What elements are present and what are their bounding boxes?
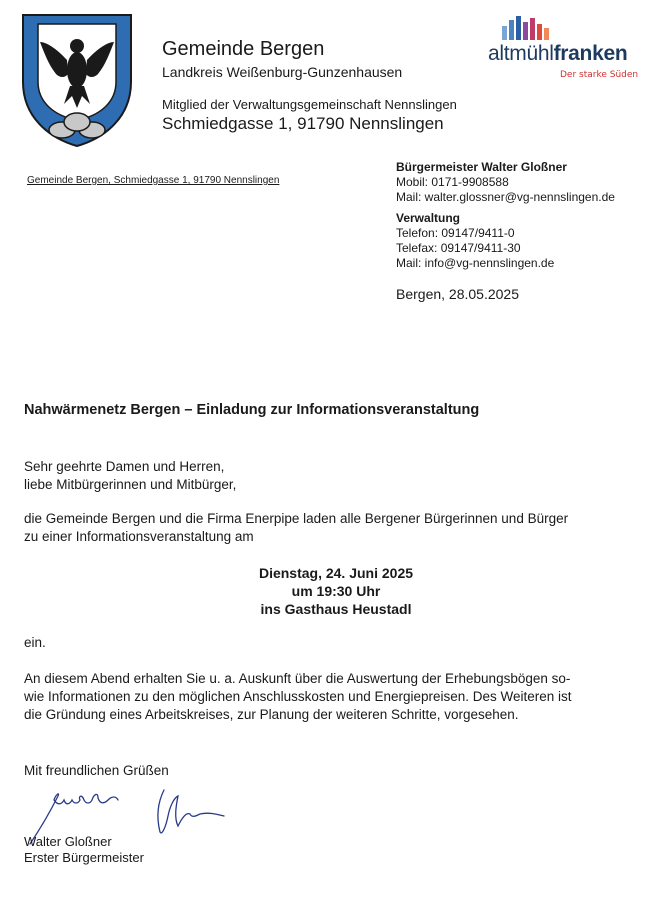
signer-name: Walter Gloßner bbox=[24, 834, 112, 849]
details-paragraph: An diesem Abend erhalten Sie u. a. Auskunft über die Auswertung der Erhebungsbögen so- wie Informationen zu den möglichen Anschlusskosten und Energiepreisen. Des Weiteren ist die Gründung eines Arbeitskreises, zur Planung der weiteren Schritte, vorgesehen. bbox=[24, 671, 572, 722]
intro-paragraph: die Gemeinde Bergen und die Firma Enerpipe laden alle Bergener Bürgerinnen und Bürger zu einer Informationsveranstaltung am bbox=[24, 511, 569, 544]
logo-bars-icon bbox=[500, 16, 560, 40]
admin-fax: Telefax: 09147/9411-30 bbox=[396, 241, 521, 255]
signer-title: Erster Bürgermeister bbox=[24, 850, 144, 865]
closing: Mit freundlichen Grüßen bbox=[24, 763, 169, 778]
contact-block bbox=[396, 160, 615, 271]
org-district: Landkreis Weißenburg-Gunzenhausen bbox=[162, 64, 403, 80]
event-location: ins Gasthaus Heustadl bbox=[260, 601, 412, 617]
sender-return-address: Gemeinde Bergen, Schmiedgasse 1, 91790 Nennslingen bbox=[27, 175, 280, 186]
event-details bbox=[0, 564, 672, 618]
logo-wordmark: altmühlfranken bbox=[488, 42, 628, 65]
letter-subject: Nahwärmenetz Bergen – Einladung zur Informationsveranstaltung bbox=[24, 402, 480, 418]
salutation: Sehr geehrte Damen und Herren, liebe Mitbürgerinnen und Mitbürger, bbox=[24, 459, 237, 492]
mayor-mobile: Mobil: 0171-9908588 bbox=[396, 175, 509, 189]
coat-of-arms-icon bbox=[20, 12, 134, 148]
admin-mail: Mail: info@vg-nennslingen.de bbox=[396, 256, 555, 270]
event-date: Dienstag, 24. Juni 2025 bbox=[258, 565, 414, 581]
org-name: Gemeinde Bergen bbox=[162, 38, 325, 60]
letter-date: Bergen, 28.05.2025 bbox=[396, 286, 519, 302]
event-time: um 19:30 Uhr bbox=[291, 583, 381, 599]
org-membership: Mitglied der Verwaltungsgemeinschaft Nennslingen bbox=[162, 97, 457, 112]
mayor-mail: Mail: walter.glossner@vg-nennslingen.de bbox=[396, 190, 615, 204]
admin-heading: Verwaltung bbox=[396, 211, 461, 225]
admin-phone: Telefon: 09147/9411-0 bbox=[396, 226, 515, 240]
mayor-heading: Bürgermeister Walter Gloßner bbox=[396, 160, 567, 174]
signer-block bbox=[24, 834, 144, 866]
altmuehlfranken-logo bbox=[480, 16, 640, 86]
ein-line: ein. bbox=[24, 635, 46, 650]
org-address: Schmiedgasse 1, 91790 Nennslingen bbox=[162, 114, 444, 133]
logo-tagline: Der starke Süden bbox=[560, 70, 639, 80]
